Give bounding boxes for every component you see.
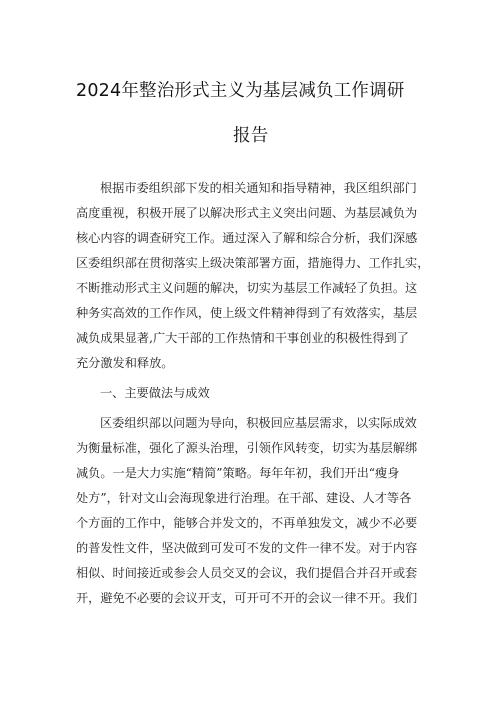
paragraph-line: 个方面的工作中，能够合并发文的，不再单独发文，减少不必要 — [76, 516, 418, 530]
section-heading: 一、主要做法与成效 — [100, 386, 210, 400]
document-title: 2024年整治形式主义为基层减负工作调研 — [76, 81, 405, 101]
paragraph-line: 区委组织部以问题为导向，积极回应基层需求，以实际成效 — [100, 416, 417, 430]
paragraph-line: 为衡量标准，强化了源头治理，引领作风转变，切实为基层解绑 — [76, 441, 418, 455]
paragraph-line: 高度重视，积极开展了以解决形式主义突出问题、为基层减负为 — [76, 206, 418, 220]
paragraph-line: 相似、时间接近或参会人员交叉的会议，我们提倡合并召开或套 — [76, 566, 418, 580]
paragraph-line: 不断推动形式主义问题的解决，切实为基层工作减轻了负担。这 — [76, 281, 418, 295]
paragraph-line: 减负成果显著,广大干部的工作热情和干事创业的积极性得到了 — [76, 331, 409, 345]
paragraph-line: 区委组织部在贯彻落实上级决策部署方面，措施得力、工作扎实， — [76, 256, 430, 270]
paragraph-line: 的普发性文件，坚决做到可发可不发的文件一律不发。对于内容 — [76, 541, 418, 555]
document-title-continued: 报告 — [233, 126, 269, 146]
paragraph-line: 核心内容的调查研究工作。通过深入了解和综合分析，我们深感 — [76, 231, 418, 245]
paragraph-line: 处方”，针对文山会海现象进行治理。在干部、建设、人才等各 — [76, 491, 412, 505]
paragraph-line: 种务实高效的工作作风，使上级文件精神得到了有效落实，基层 — [76, 306, 418, 320]
paragraph-line: 减负。一是大力实施“精简”策略。每年年初，我们开出“瘦身 — [76, 466, 400, 480]
paragraph-line: 根据市委组织部下发的相关通知和指导精神，我区组织部门 — [100, 181, 417, 195]
paragraph-line: 开，避免不必要的会议开支，可开可不开的会议一律不开。我们 — [76, 591, 418, 605]
paragraph-line: 充分激发和释放。 — [76, 356, 174, 370]
